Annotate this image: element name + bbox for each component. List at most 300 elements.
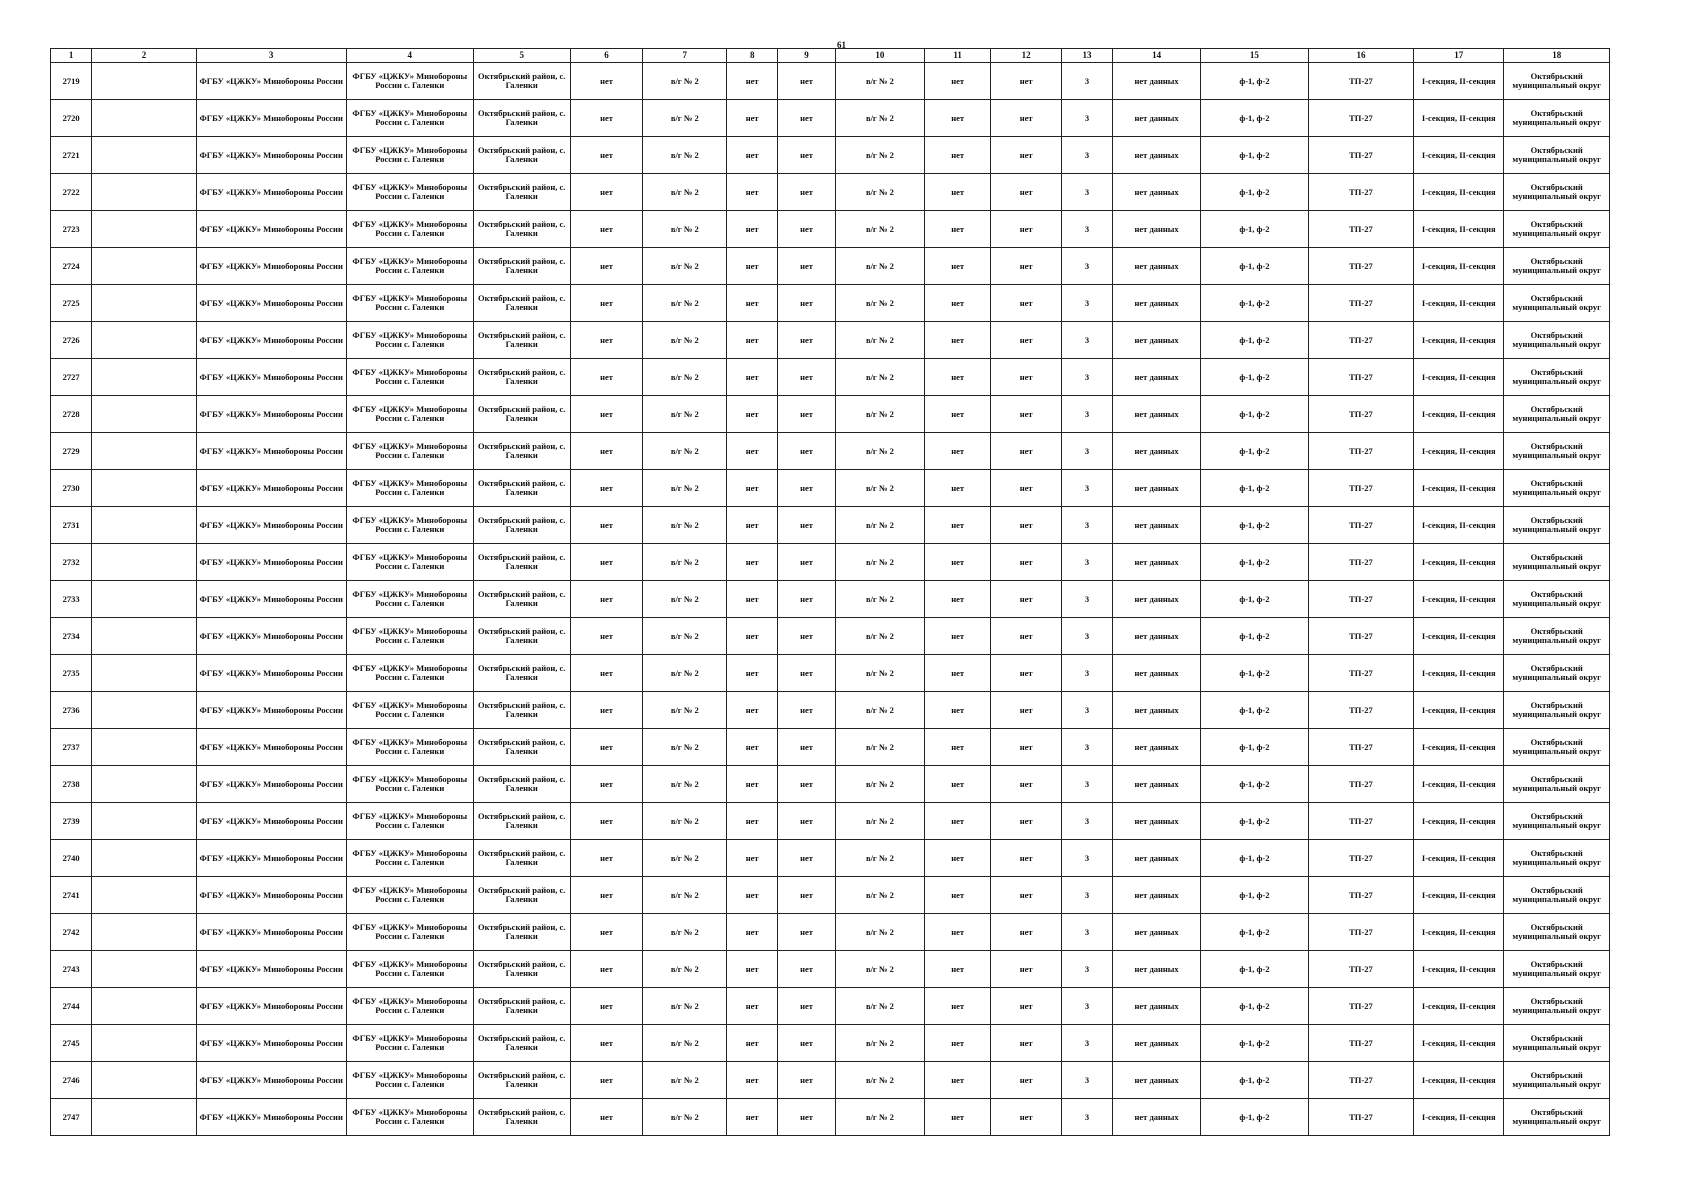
table-row (51, 581, 1610, 618)
column-header-2: 2 (92, 49, 196, 63)
table-cell-col8: нет (727, 766, 778, 803)
table-cell-col15: ф-1, ф-2 (1201, 63, 1309, 100)
table-cell-col6: нет (570, 1062, 643, 1099)
table-cell-col7: в/г № 2 (643, 248, 727, 285)
table-cell-col9: нет (778, 507, 836, 544)
table-cell-col17: I-секция, II-секция (1414, 137, 1504, 174)
table-cell-col5: Октябрьский район, с. Галенки (473, 692, 570, 729)
table-cell-col6: нет (570, 840, 643, 877)
table-cell-col15: ф-1, ф-2 (1201, 729, 1309, 766)
table-cell-col4: ФГБУ «ЦЖКУ» Минобороны России с. Галенки (346, 470, 473, 507)
table-row (51, 100, 1610, 137)
table-cell-col13: 3 (1061, 840, 1112, 877)
table-cell-col9: нет (778, 1062, 836, 1099)
table-cell-col14: нет данных (1113, 211, 1201, 248)
table-row (51, 914, 1610, 951)
table-cell-col18: Октябрьский муниципальный округ (1504, 174, 1610, 211)
table-cell-col8: нет (727, 174, 778, 211)
table-cell-col5: Октябрьский район, с. Галенки (473, 581, 570, 618)
table-cell-col2 (92, 359, 196, 396)
table-cell-col15: ф-1, ф-2 (1201, 618, 1309, 655)
table-cell-col11: нет (924, 396, 990, 433)
row-number-cell: 2743 (51, 951, 92, 988)
table-cell-col8: нет (727, 951, 778, 988)
table-cell-col9: нет (778, 433, 836, 470)
table-cell-col5: Октябрьский район, с. Галенки (473, 1099, 570, 1136)
table-cell-col11: нет (924, 359, 990, 396)
table-cell-col17: I-секция, II-секция (1414, 914, 1504, 951)
table-cell-col13: 3 (1061, 507, 1112, 544)
table-cell-col3: ФГБУ «ЦЖКУ» Минобороны России (196, 655, 346, 692)
table-cell-col10: в/г № 2 (835, 1099, 924, 1136)
table-cell-col14: нет данных (1113, 544, 1201, 581)
table-cell-col8: нет (727, 544, 778, 581)
table-cell-col5: Октябрьский район, с. Галенки (473, 1062, 570, 1099)
table-cell-col7: в/г № 2 (643, 1025, 727, 1062)
table-row (51, 951, 1610, 988)
table-cell-col17: I-секция, II-секция (1414, 174, 1504, 211)
table-cell-col15: ф-1, ф-2 (1201, 840, 1309, 877)
table-cell-col7: в/г № 2 (643, 285, 727, 322)
table-cell-col12: нет (991, 766, 1062, 803)
table-cell-col17: I-секция, II-секция (1414, 618, 1504, 655)
table-cell-col9: нет (778, 988, 836, 1025)
table-cell-col6: нет (570, 951, 643, 988)
table-cell-col2 (92, 137, 196, 174)
column-header-1: 1 (51, 49, 92, 63)
table-cell-col3: ФГБУ «ЦЖКУ» Минобороны России (196, 396, 346, 433)
table-cell-col7: в/г № 2 (643, 174, 727, 211)
table-cell-col18: Октябрьский муниципальный округ (1504, 1025, 1610, 1062)
table-cell-col8: нет (727, 1062, 778, 1099)
table-cell-col11: нет (924, 63, 990, 100)
table-cell-col6: нет (570, 470, 643, 507)
row-number-cell: 2738 (51, 766, 92, 803)
table-cell-col14: нет данных (1113, 581, 1201, 618)
table-row (51, 396, 1610, 433)
table-cell-col15: ф-1, ф-2 (1201, 285, 1309, 322)
table-cell-col18: Октябрьский муниципальный округ (1504, 63, 1610, 100)
table-cell-col13: 3 (1061, 248, 1112, 285)
table-cell-col4: ФГБУ «ЦЖКУ» Минобороны России с. Галенки (346, 359, 473, 396)
table-cell-col6: нет (570, 1025, 643, 1062)
table-cell-col12: нет (991, 618, 1062, 655)
table-cell-col11: нет (924, 951, 990, 988)
table-row (51, 285, 1610, 322)
table-row (51, 248, 1610, 285)
table-cell-col11: нет (924, 877, 990, 914)
table-cell-col11: нет (924, 1062, 990, 1099)
column-header-12: 12 (991, 49, 1062, 63)
table-cell-col12: нет (991, 285, 1062, 322)
table-cell-col17: I-секция, II-секция (1414, 951, 1504, 988)
table-cell-col18: Октябрьский муниципальный округ (1504, 396, 1610, 433)
table-cell-col12: нет (991, 988, 1062, 1025)
table-cell-col14: нет данных (1113, 63, 1201, 100)
table-cell-col13: 3 (1061, 618, 1112, 655)
table-cell-col6: нет (570, 396, 643, 433)
table-cell-col7: в/г № 2 (643, 1099, 727, 1136)
table-cell-col4: ФГБУ «ЦЖКУ» Минобороны России с. Галенки (346, 877, 473, 914)
table-cell-col18: Октябрьский муниципальный округ (1504, 322, 1610, 359)
table-cell-col17: I-секция, II-секция (1414, 1025, 1504, 1062)
table-cell-col15: ф-1, ф-2 (1201, 433, 1309, 470)
table-cell-col15: ф-1, ф-2 (1201, 655, 1309, 692)
table-row (51, 544, 1610, 581)
table-cell-col3: ФГБУ «ЦЖКУ» Минобороны России (196, 322, 346, 359)
table-cell-col16: ТП-27 (1308, 581, 1413, 618)
table-cell-col3: ФГБУ «ЦЖКУ» Минобороны России (196, 100, 346, 137)
table-cell-col16: ТП-27 (1308, 1062, 1413, 1099)
table-cell-col5: Октябрьский район, с. Галенки (473, 137, 570, 174)
row-number-cell: 2736 (51, 692, 92, 729)
table-cell-col10: в/г № 2 (835, 359, 924, 396)
table-cell-col11: нет (924, 544, 990, 581)
table-cell-col12: нет (991, 174, 1062, 211)
table-cell-col13: 3 (1061, 100, 1112, 137)
table-cell-col5: Октябрьский район, с. Галенки (473, 766, 570, 803)
table-cell-col3: ФГБУ «ЦЖКУ» Минобороны России (196, 137, 346, 174)
table-cell-col12: нет (991, 803, 1062, 840)
column-header-17: 17 (1414, 49, 1504, 63)
column-header-15: 15 (1201, 49, 1309, 63)
table-cell-col12: нет (991, 433, 1062, 470)
row-number-cell: 2734 (51, 618, 92, 655)
table-cell-col18: Октябрьский муниципальный округ (1504, 248, 1610, 285)
table-cell-col2 (92, 581, 196, 618)
table-cell-col10: в/г № 2 (835, 1025, 924, 1062)
table-cell-col11: нет (924, 322, 990, 359)
table-cell-col5: Октябрьский район, с. Галенки (473, 433, 570, 470)
table-cell-col11: нет (924, 470, 990, 507)
table-cell-col18: Октябрьский муниципальный округ (1504, 211, 1610, 248)
table-cell-col2 (92, 692, 196, 729)
table-cell-col5: Октябрьский район, с. Галенки (473, 63, 570, 100)
table-cell-col11: нет (924, 100, 990, 137)
row-number-cell: 2722 (51, 174, 92, 211)
table-cell-col14: нет данных (1113, 174, 1201, 211)
row-number-cell: 2723 (51, 211, 92, 248)
table-cell-col7: в/г № 2 (643, 137, 727, 174)
table-cell-col4: ФГБУ «ЦЖКУ» Минобороны России с. Галенки (346, 433, 473, 470)
table-cell-col18: Октябрьский муниципальный округ (1504, 877, 1610, 914)
table-cell-col14: нет данных (1113, 914, 1201, 951)
table-cell-col18: Октябрьский муниципальный округ (1504, 951, 1610, 988)
table-row (51, 211, 1610, 248)
table-row (51, 433, 1610, 470)
table-cell-col6: нет (570, 581, 643, 618)
table-cell-col14: нет данных (1113, 840, 1201, 877)
table-cell-col9: нет (778, 1099, 836, 1136)
table-cell-col16: ТП-27 (1308, 285, 1413, 322)
table-cell-col3: ФГБУ «ЦЖКУ» Минобороны России (196, 877, 346, 914)
table-cell-col10: в/г № 2 (835, 618, 924, 655)
table-cell-col4: ФГБУ «ЦЖКУ» Минобороны России с. Галенки (346, 1062, 473, 1099)
table-cell-col2 (92, 322, 196, 359)
table-cell-col10: в/г № 2 (835, 1062, 924, 1099)
table-cell-col11: нет (924, 988, 990, 1025)
column-header-8: 8 (727, 49, 778, 63)
table-cell-col4: ФГБУ «ЦЖКУ» Минобороны России с. Галенки (346, 507, 473, 544)
table-cell-col15: ф-1, ф-2 (1201, 174, 1309, 211)
table-cell-col15: ф-1, ф-2 (1201, 137, 1309, 174)
table-cell-col14: нет данных (1113, 285, 1201, 322)
table-cell-col2 (92, 248, 196, 285)
table-cell-col4: ФГБУ «ЦЖКУ» Минобороны России с. Галенки (346, 396, 473, 433)
table-cell-col8: нет (727, 1099, 778, 1136)
table-cell-col15: ф-1, ф-2 (1201, 914, 1309, 951)
table-cell-col2 (92, 396, 196, 433)
table-cell-col18: Октябрьский муниципальный округ (1504, 655, 1610, 692)
table-cell-col8: нет (727, 840, 778, 877)
column-header-5: 5 (473, 49, 570, 63)
table-cell-col3: ФГБУ «ЦЖКУ» Минобороны России (196, 507, 346, 544)
table-row (51, 470, 1610, 507)
table-cell-col15: ф-1, ф-2 (1201, 100, 1309, 137)
table-cell-col4: ФГБУ «ЦЖКУ» Минобороны России с. Галенки (346, 174, 473, 211)
table-cell-col8: нет (727, 100, 778, 137)
table-cell-col9: нет (778, 1025, 836, 1062)
row-number-cell: 2747 (51, 1099, 92, 1136)
row-number-cell: 2721 (51, 137, 92, 174)
table-cell-col10: в/г № 2 (835, 211, 924, 248)
row-number-cell: 2720 (51, 100, 92, 137)
table-cell-col2 (92, 840, 196, 877)
table-cell-col16: ТП-27 (1308, 433, 1413, 470)
table-cell-col9: нет (778, 285, 836, 322)
row-number-cell: 2744 (51, 988, 92, 1025)
table-cell-col13: 3 (1061, 544, 1112, 581)
table-cell-col10: в/г № 2 (835, 692, 924, 729)
row-number-cell: 2741 (51, 877, 92, 914)
table-cell-col15: ф-1, ф-2 (1201, 581, 1309, 618)
table-cell-col12: нет (991, 1025, 1062, 1062)
table-cell-col15: ф-1, ф-2 (1201, 692, 1309, 729)
table-cell-col5: Октябрьский район, с. Галенки (473, 951, 570, 988)
table-cell-col6: нет (570, 507, 643, 544)
table-cell-col16: ТП-27 (1308, 1025, 1413, 1062)
table-row (51, 359, 1610, 396)
table-cell-col8: нет (727, 396, 778, 433)
table-cell-col6: нет (570, 322, 643, 359)
table-cell-col16: ТП-27 (1308, 248, 1413, 285)
table-cell-col17: I-секция, II-секция (1414, 100, 1504, 137)
column-header-4: 4 (346, 49, 473, 63)
table-cell-col10: в/г № 2 (835, 581, 924, 618)
table-cell-col14: нет данных (1113, 433, 1201, 470)
table-cell-col13: 3 (1061, 951, 1112, 988)
table-cell-col3: ФГБУ «ЦЖКУ» Минобороны России (196, 951, 346, 988)
table-cell-col12: нет (991, 211, 1062, 248)
table-cell-col6: нет (570, 359, 643, 396)
table-cell-col15: ф-1, ф-2 (1201, 359, 1309, 396)
table-cell-col5: Октябрьский район, с. Галенки (473, 840, 570, 877)
table-cell-col5: Октябрьский район, с. Галенки (473, 396, 570, 433)
table-cell-col8: нет (727, 988, 778, 1025)
table-cell-col3: ФГБУ «ЦЖКУ» Минобороны России (196, 544, 346, 581)
table-cell-col4: ФГБУ «ЦЖКУ» Минобороны России с. Галенки (346, 100, 473, 137)
table-cell-col7: в/г № 2 (643, 988, 727, 1025)
table-cell-col18: Октябрьский муниципальный округ (1504, 581, 1610, 618)
table-cell-col10: в/г № 2 (835, 840, 924, 877)
table-cell-col3: ФГБУ «ЦЖКУ» Минобороны России (196, 729, 346, 766)
table-cell-col9: нет (778, 692, 836, 729)
table-cell-col16: ТП-27 (1308, 803, 1413, 840)
table-cell-col14: нет данных (1113, 766, 1201, 803)
table-cell-col15: ф-1, ф-2 (1201, 766, 1309, 803)
table-cell-col17: I-секция, II-секция (1414, 655, 1504, 692)
row-number-cell: 2725 (51, 285, 92, 322)
table-cell-col5: Октябрьский район, с. Галенки (473, 877, 570, 914)
table-cell-col16: ТП-27 (1308, 914, 1413, 951)
table-cell-col6: нет (570, 655, 643, 692)
table-cell-col2 (92, 951, 196, 988)
table-cell-col16: ТП-27 (1308, 655, 1413, 692)
register-table (50, 48, 1610, 1136)
table-cell-col4: ФГБУ «ЦЖКУ» Минобороны России с. Галенки (346, 655, 473, 692)
table-cell-col4: ФГБУ «ЦЖКУ» Минобороны России с. Галенки (346, 137, 473, 174)
table-cell-col4: ФГБУ «ЦЖКУ» Минобороны России с. Галенки (346, 1099, 473, 1136)
table-cell-col3: ФГБУ «ЦЖКУ» Минобороны России (196, 914, 346, 951)
table-cell-col7: в/г № 2 (643, 581, 727, 618)
table-cell-col11: нет (924, 433, 990, 470)
table-cell-col14: нет данных (1113, 988, 1201, 1025)
table-cell-col6: нет (570, 803, 643, 840)
table-cell-col18: Октябрьский муниципальный округ (1504, 544, 1610, 581)
table-cell-col4: ФГБУ «ЦЖКУ» Минобороны России с. Галенки (346, 63, 473, 100)
table-cell-col4: ФГБУ «ЦЖКУ» Минобороны России с. Галенки (346, 285, 473, 322)
table-cell-col5: Октябрьский район, с. Галенки (473, 285, 570, 322)
table-cell-col3: ФГБУ «ЦЖКУ» Минобороны России (196, 1025, 346, 1062)
table-cell-col5: Октябрьский район, с. Галенки (473, 211, 570, 248)
table-cell-col2 (92, 63, 196, 100)
table-cell-col18: Октябрьский муниципальный округ (1504, 692, 1610, 729)
table-cell-col7: в/г № 2 (643, 470, 727, 507)
table-cell-col11: нет (924, 581, 990, 618)
table-cell-col16: ТП-27 (1308, 988, 1413, 1025)
column-header-7: 7 (643, 49, 727, 63)
table-cell-col5: Октябрьский район, с. Галенки (473, 174, 570, 211)
table-cell-col17: I-секция, II-секция (1414, 507, 1504, 544)
table-cell-col9: нет (778, 248, 836, 285)
table-cell-col18: Октябрьский муниципальный округ (1504, 618, 1610, 655)
table-cell-col5: Октябрьский район, с. Галенки (473, 729, 570, 766)
table-cell-col13: 3 (1061, 729, 1112, 766)
table-cell-col14: нет данных (1113, 692, 1201, 729)
table-cell-col4: ФГБУ «ЦЖКУ» Минобороны России с. Галенки (346, 248, 473, 285)
table-cell-col5: Октябрьский район, с. Галенки (473, 988, 570, 1025)
table-cell-col7: в/г № 2 (643, 951, 727, 988)
table-cell-col9: нет (778, 618, 836, 655)
table-cell-col15: ф-1, ф-2 (1201, 1062, 1309, 1099)
table-cell-col3: ФГБУ «ЦЖКУ» Минобороны России (196, 63, 346, 100)
column-header-13: 13 (1061, 49, 1112, 63)
table-row (51, 840, 1610, 877)
row-number-cell: 2733 (51, 581, 92, 618)
table-cell-col6: нет (570, 692, 643, 729)
table-cell-col13: 3 (1061, 359, 1112, 396)
table-cell-col12: нет (991, 581, 1062, 618)
table-cell-col7: в/г № 2 (643, 618, 727, 655)
table-cell-col9: нет (778, 951, 836, 988)
table-cell-col7: в/г № 2 (643, 359, 727, 396)
table-cell-col13: 3 (1061, 766, 1112, 803)
table-cell-col14: нет данных (1113, 655, 1201, 692)
table-cell-col2 (92, 655, 196, 692)
table-cell-col17: I-секция, II-секция (1414, 248, 1504, 285)
table-cell-col6: нет (570, 618, 643, 655)
table-cell-col14: нет данных (1113, 877, 1201, 914)
table-cell-col8: нет (727, 470, 778, 507)
table-cell-col12: нет (991, 248, 1062, 285)
column-header-9: 9 (778, 49, 836, 63)
page-number: 61 (837, 40, 846, 50)
table-cell-col12: нет (991, 951, 1062, 988)
table-cell-col10: в/г № 2 (835, 544, 924, 581)
table-row (51, 322, 1610, 359)
table-cell-col9: нет (778, 322, 836, 359)
table-cell-col14: нет данных (1113, 248, 1201, 285)
table-cell-col11: нет (924, 692, 990, 729)
table-cell-col13: 3 (1061, 285, 1112, 322)
table-cell-col15: ф-1, ф-2 (1201, 1025, 1309, 1062)
table-cell-col13: 3 (1061, 581, 1112, 618)
table-cell-col12: нет (991, 1099, 1062, 1136)
table-cell-col17: I-секция, II-секция (1414, 63, 1504, 100)
row-number-cell: 2728 (51, 396, 92, 433)
table-cell-col13: 3 (1061, 877, 1112, 914)
table-row (51, 63, 1610, 100)
table-cell-col7: в/г № 2 (643, 692, 727, 729)
table-cell-col8: нет (727, 877, 778, 914)
table-cell-col6: нет (570, 174, 643, 211)
table-row (51, 507, 1610, 544)
table-cell-col14: нет данных (1113, 803, 1201, 840)
table-cell-col4: ФГБУ «ЦЖКУ» Минобороны России с. Галенки (346, 840, 473, 877)
row-number-cell: 2745 (51, 1025, 92, 1062)
table-cell-col10: в/г № 2 (835, 470, 924, 507)
table-cell-col16: ТП-27 (1308, 396, 1413, 433)
table-cell-col13: 3 (1061, 63, 1112, 100)
table-cell-col17: I-секция, II-секция (1414, 877, 1504, 914)
table-cell-col9: нет (778, 137, 836, 174)
table-cell-col10: в/г № 2 (835, 914, 924, 951)
table-cell-col4: ФГБУ «ЦЖКУ» Минобороны России с. Галенки (346, 951, 473, 988)
table-cell-col9: нет (778, 766, 836, 803)
register-sheet (50, 48, 1610, 1136)
table-cell-col6: нет (570, 877, 643, 914)
table-cell-col12: нет (991, 322, 1062, 359)
table-cell-col11: нет (924, 803, 990, 840)
table-cell-col17: I-секция, II-секция (1414, 322, 1504, 359)
table-cell-col14: нет данных (1113, 507, 1201, 544)
table-cell-col2 (92, 174, 196, 211)
table-cell-col10: в/г № 2 (835, 988, 924, 1025)
table-cell-col7: в/г № 2 (643, 840, 727, 877)
table-cell-col18: Октябрьский муниципальный округ (1504, 359, 1610, 396)
table-cell-col10: в/г № 2 (835, 729, 924, 766)
table-cell-col12: нет (991, 877, 1062, 914)
column-header-11: 11 (924, 49, 990, 63)
table-cell-col6: нет (570, 544, 643, 581)
column-number-row (51, 49, 1610, 63)
table-cell-col4: ФГБУ «ЦЖКУ» Минобороны России с. Галенки (346, 581, 473, 618)
table-cell-col16: ТП-27 (1308, 470, 1413, 507)
table-cell-col2 (92, 914, 196, 951)
table-cell-col8: нет (727, 729, 778, 766)
table-cell-col18: Октябрьский муниципальный округ (1504, 840, 1610, 877)
table-cell-col17: I-секция, II-секция (1414, 1099, 1504, 1136)
